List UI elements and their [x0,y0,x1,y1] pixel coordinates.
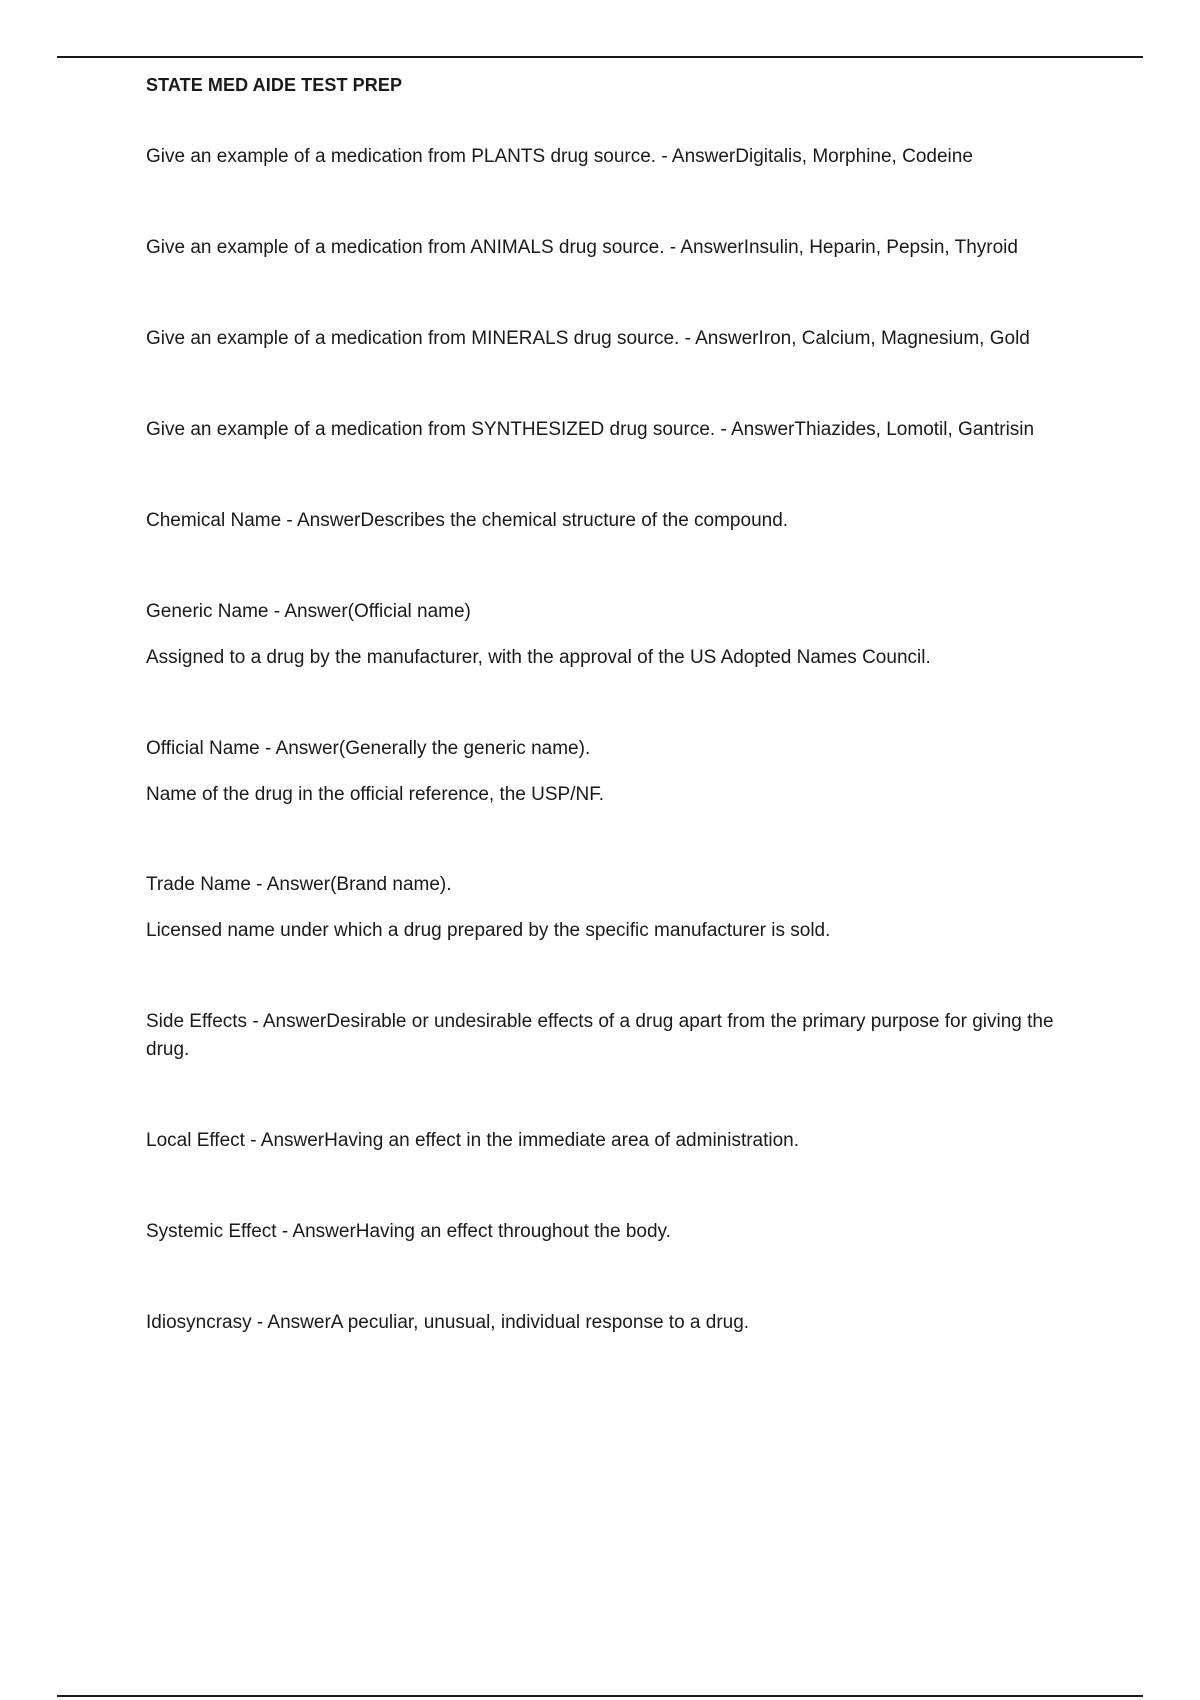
bottom-rule [57,1695,1143,1697]
qa-text: Generic Name - Answer(Official name) [146,601,471,622]
qa-entry-minerals [146,325,1086,353]
qa-entry-plants [146,143,1086,171]
qa-entry-idiosyncrasy [146,1309,1086,1337]
qa-entry-side-effects [146,1008,1086,1064]
qa-entry-official-name [146,735,1086,809]
qa-entry-chemical-name [146,507,1086,535]
qa-text: Give an example of a medication from MINERALS drug source. - AnswerIron, Calcium, Magnesium, Gold [146,328,1030,349]
qa-entry-animals [146,234,1086,262]
qa-entry-trade-name [146,871,1086,945]
qa-entry-systemic-effect [146,1218,1086,1246]
qa-text-continued: Assigned to a drug by the manufacturer, with the approval of the US Adopted Names Council. [146,647,931,668]
qa-text-continued: Licensed name under which a drug prepared by the specific manufacturer is sold. [146,920,831,941]
qa-text: Trade Name - Answer(Brand name). [146,874,452,895]
qa-text: Idiosyncrasy - AnswerA peculiar, unusual, individual response to a drug. [146,1312,750,1333]
top-rule [57,56,1143,58]
qa-entry-generic-name [146,598,1086,672]
qa-text-continued: Name of the drug in the official reference, the USP/NF. [146,784,604,805]
qa-entry-synthesized [146,416,1086,444]
qa-text: Give an example of a medication from SYNTHESIZED drug source. - AnswerThiazides, Lomotil, Gantrisin [146,419,1035,440]
qa-text: Give an example of a medication from PLANTS drug source. - AnswerDigitalis, Morphine, Codeine [146,146,973,167]
qa-text: Side Effects - AnswerDesirable or undesirable effects of a drug apart from the primary purpose for giving the drug. [146,1011,1054,1060]
qa-text: Chemical Name - AnswerDescribes the chemical structure of the compound. [146,510,789,531]
qa-text: Official Name - Answer(Generally the generic name). [146,738,591,759]
qa-text: Local Effect - AnswerHaving an effect in the immediate area of administration. [146,1130,800,1151]
qa-text: Give an example of a medication from ANIMALS drug source. - AnswerInsulin, Heparin, Pepsin, Thyroid [146,237,1018,258]
page-title: STATE MED AIDE TEST PREP [146,75,403,95]
qa-entry-local-effect [146,1127,1086,1155]
qa-text: Systemic Effect - AnswerHaving an effect throughout the body. [146,1221,671,1242]
